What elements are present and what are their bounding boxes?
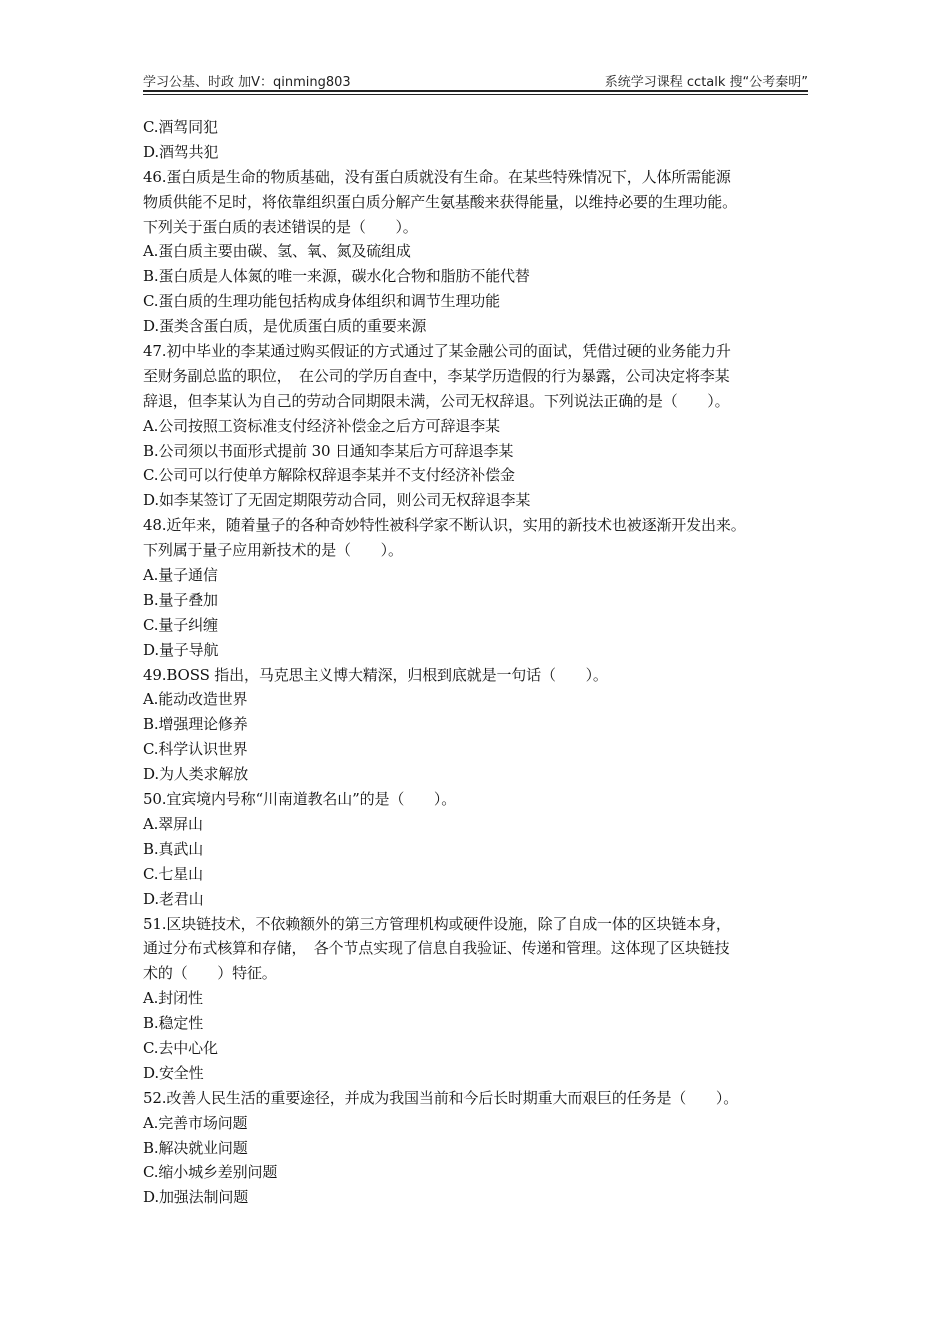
question-47: [143, 339, 811, 513]
answer-option: D.如李某签订了无固定期限劳动合同，则公司无权辞退李某: [143, 491, 531, 510]
answer-option: B.稳定性: [143, 1014, 204, 1033]
question-stem-line: 51.区块链技术，不依赖额外的第三方管理机构或硬件设施，除了自成一体的区块链本身，: [143, 914, 731, 933]
answer-option: D.安全性: [143, 1063, 204, 1082]
question-48: [143, 513, 811, 662]
question-stem-line: 47.初中毕业的李某通过购买假证的方式通过了某金融公司的面试，凭借过硬的业务能力升: [143, 342, 731, 361]
question-49: [143, 663, 811, 787]
question-stem-line: 下列关于蛋白质的表述错误的是（ ）。: [143, 217, 418, 236]
answer-option: C.量子纠缠: [143, 615, 218, 634]
question-stem-line: 术的（ ）特征。: [143, 964, 277, 983]
question-stem-line: 辞退，但李某认为自己的劳动合同期限未满，公司无权辞退。下列说法正确的是（ ）。: [143, 391, 730, 410]
answer-option: A.蛋白质主要由碳、氢、氧、氮及硫组成: [143, 242, 411, 261]
answer-option: B.公司须以书面形式提前 30 日通知李某后方可辞退李某: [143, 441, 514, 460]
answer-option: C.蛋白质的生理功能包括构成身体组织和调节生理功能: [143, 292, 500, 311]
question-50: [143, 787, 811, 911]
header-rule-thin: [143, 94, 808, 95]
answer-option: A.量子通信: [143, 566, 218, 585]
answer-option: B.真武山: [143, 839, 204, 858]
question-stem-line: 48.近年来，随着量子的各种奇妙特性被科学家不断认识，实用的新技术也被逐渐开发出来。: [143, 516, 746, 535]
answer-option: C.科学认识世界: [143, 740, 248, 759]
question-stem-line: 至财务副总监的职位， 在公司的学历自查中，李某学历造假的行为暴露，公司决定将李某: [143, 366, 730, 385]
answer-option: B.量子叠加: [143, 590, 218, 609]
answer-option: C.公司可以行使单方解除权辞退李某并不支付经济补偿金: [143, 466, 515, 485]
question-stem-line: 下列属于量子应用新技术的是（ ）。: [143, 541, 403, 560]
answer-option: D.老君山: [143, 889, 204, 908]
answer-option: D.为人类求解放: [143, 765, 249, 784]
question-stem-line: 50.宜宾境内号称“川南道教名山”的是（ ）。: [143, 790, 457, 809]
question-46: [143, 165, 811, 339]
answer-option: A.完善市场问题: [143, 1113, 248, 1132]
answer-option: C.去中心化: [143, 1038, 218, 1057]
header-left-text: 学习公基、时政 加V：qinming803: [143, 75, 351, 90]
header-right-text: 系统学习课程 cctalk 搜“公考秦明”: [604, 75, 808, 90]
question-list: [143, 115, 811, 1210]
question-stem-line: 通过分布式核算和存储， 各个节点实现了信息自我验证、传递和管理。这体现了区块链技: [143, 939, 730, 958]
answer-option: A.翠屏山: [143, 814, 203, 833]
answer-option: B.蛋白质是人体氮的唯一来源，碳水化合物和脂肪不能代替: [143, 267, 530, 286]
question-stem-line: 49.BOSS 指出，马克思主义博大精深，归根到底就是一句话（ ）。: [143, 665, 608, 684]
answer-option: D.加强法制问题: [143, 1188, 249, 1207]
question-stem-line: 52.改善人民生活的重要途径，并成为我国当前和今后长时期重大而艰巨的任务是（ ）。: [143, 1088, 739, 1107]
answer-option: A.公司按照工资标准支付经济补偿金之后方可辞退李某: [143, 416, 500, 435]
answer-option: C.缩小城乡差别问题: [143, 1163, 278, 1182]
continued-option-d: D.酒驾共犯: [143, 142, 219, 161]
answer-option: B.增强理论修养: [143, 715, 248, 734]
page-header: [143, 67, 808, 89]
answer-option: D.量子导航: [143, 640, 219, 659]
question-stem-line: 物质供能不足时，将依靠组织蛋白质分解产生氨基酸来获得能量，以维持必要的生理功能。: [143, 192, 738, 211]
header-rule-thick: [143, 90, 808, 92]
answer-option: A.能动改造世界: [143, 690, 248, 709]
question-stem-line: 46.蛋白质是生命的物质基础，没有蛋白质就没有生命。在某些特殊情况下，人体所需能源: [143, 167, 731, 186]
continued-option-c: C.酒驾同犯: [143, 118, 218, 136]
answer-option: D.蛋类含蛋白质，是优质蛋白质的重要来源: [143, 317, 427, 336]
answer-option: B.解决就业问题: [143, 1138, 248, 1157]
answer-option: C.七星山: [143, 864, 203, 883]
question-52: [143, 1086, 811, 1210]
answer-option: A.封闭性: [143, 989, 203, 1008]
question-51: [143, 912, 811, 1086]
